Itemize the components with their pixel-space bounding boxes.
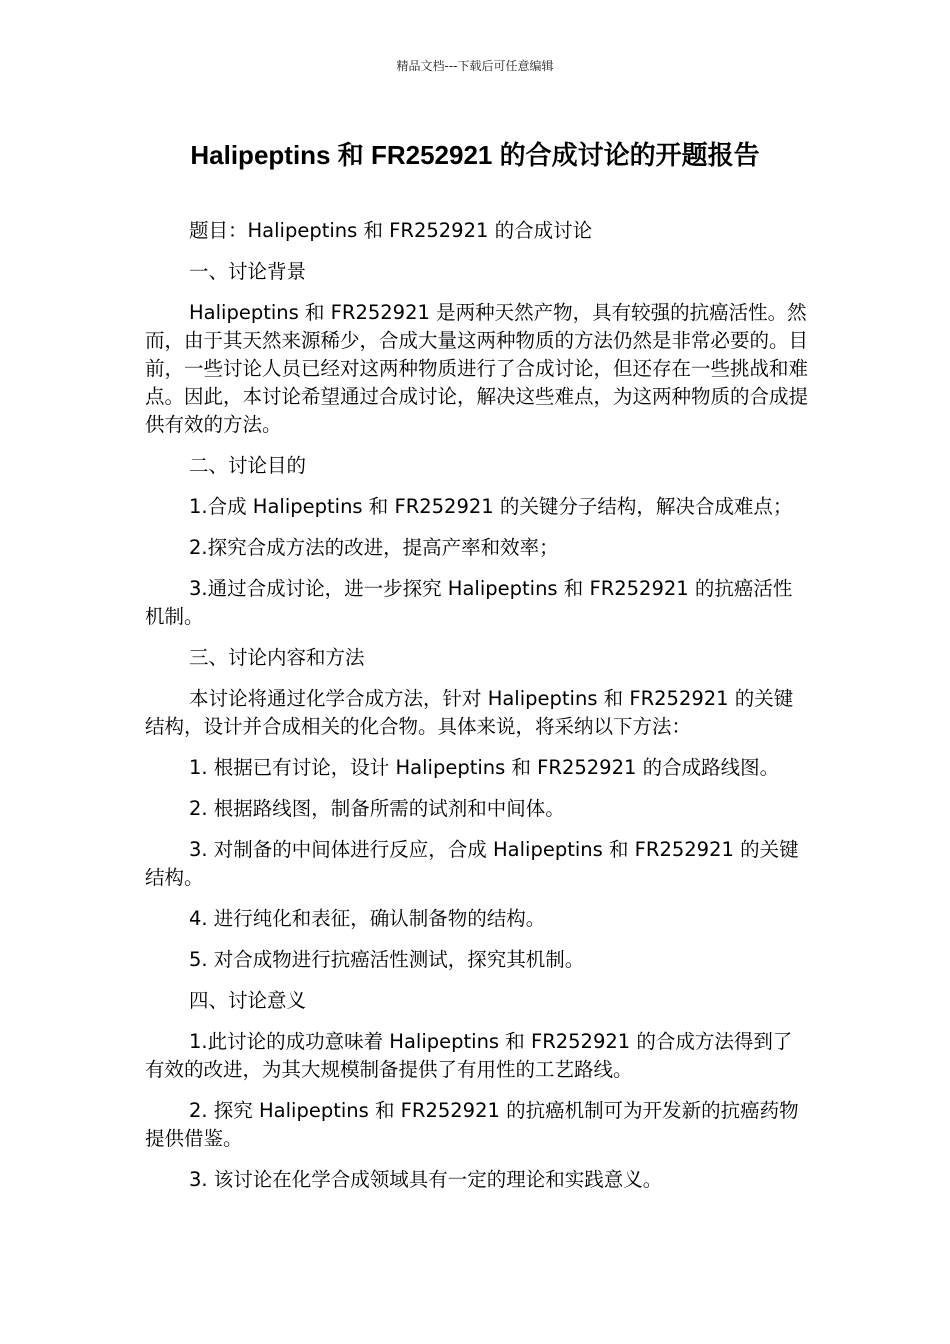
list-item-objective-3: 3.通过合成讨论，进一步探究 Halipeptins 和 FR252921 的抗癌活性机制。 — [145, 577, 793, 628]
document-title: Halipeptins 和 FR252921 的合成讨论的开题报告 — [190, 140, 760, 170]
section-heading-significance: 四、讨论意义 — [189, 989, 307, 1012]
section-heading-background: 一、讨论背景 — [189, 260, 307, 283]
section-heading-methods: 三、讨论内容和方法 — [189, 646, 365, 669]
list-item-method-3: 3. 对制备的中间体进行反应，合成 Halipeptins 和 FR252921 的关键结构。 — [145, 838, 799, 889]
list-item-significance-3: 3. 该讨论在化学合成领域具有一定的理论和实践意义。 — [189, 1168, 663, 1191]
list-item-objective-1: 1.合成 Halipeptins 和 FR252921 的关键分子结构，解决合成难点； — [189, 495, 793, 518]
paragraph-methods-intro: 本讨论将通过化学合成方法，针对 Halipeptins 和 FR252921 的关键结构，设计并合成相关的化合物。具体来说，将采纳以下方法： — [145, 687, 794, 738]
header-note: 精品文档---下载后可任意编辑 — [396, 59, 554, 73]
paragraph-background: Halipeptins 和 FR252921 是两种天然产物，具有较强的抗癌活性。然而，由于其天然来源稀少，合成大量这两种物质的方法仍然是非常必要的。目前，一些讨论人员已经对这两种物质进行了合成讨论，但还存在一些挑战和难点。因此，本讨论希望通过合成讨论，解决这些难点，为这两种物质的合成提供有效的方法。 — [145, 301, 809, 436]
list-item-method-1: 1. 根据已有讨论，设计 Halipeptins 和 FR252921 的合成路线图。 — [189, 756, 780, 779]
list-item-objective-2: 2.探究合成方法的改进，提高产率和效率； — [189, 536, 559, 559]
list-item-significance-2: 2. 探究 Halipeptins 和 FR252921 的抗癌机制可为开发新的抗癌药物提供借鉴。 — [145, 1099, 799, 1150]
document-body — [145, 217, 810, 1207]
paragraph-topic: 题目：Halipeptins 和 FR252921 的合成讨论 — [189, 219, 593, 242]
list-item-significance-1: 1.此讨论的成功意味着 Halipeptins 和 FR252921 的合成方法得到了有效的改进，为其大规模制备提供了有用性的工艺路线。 — [145, 1030, 793, 1081]
list-item-method-5: 5. 对合成物进行抗癌活性测试，探究其机制。 — [189, 948, 585, 971]
list-item-method-2: 2. 根据路线图，制备所需的试剂和中间体。 — [189, 797, 565, 820]
section-heading-objectives: 二、讨论目的 — [189, 454, 307, 477]
list-item-method-4: 4. 进行纯化和表征，确认制备物的结构。 — [189, 907, 546, 930]
